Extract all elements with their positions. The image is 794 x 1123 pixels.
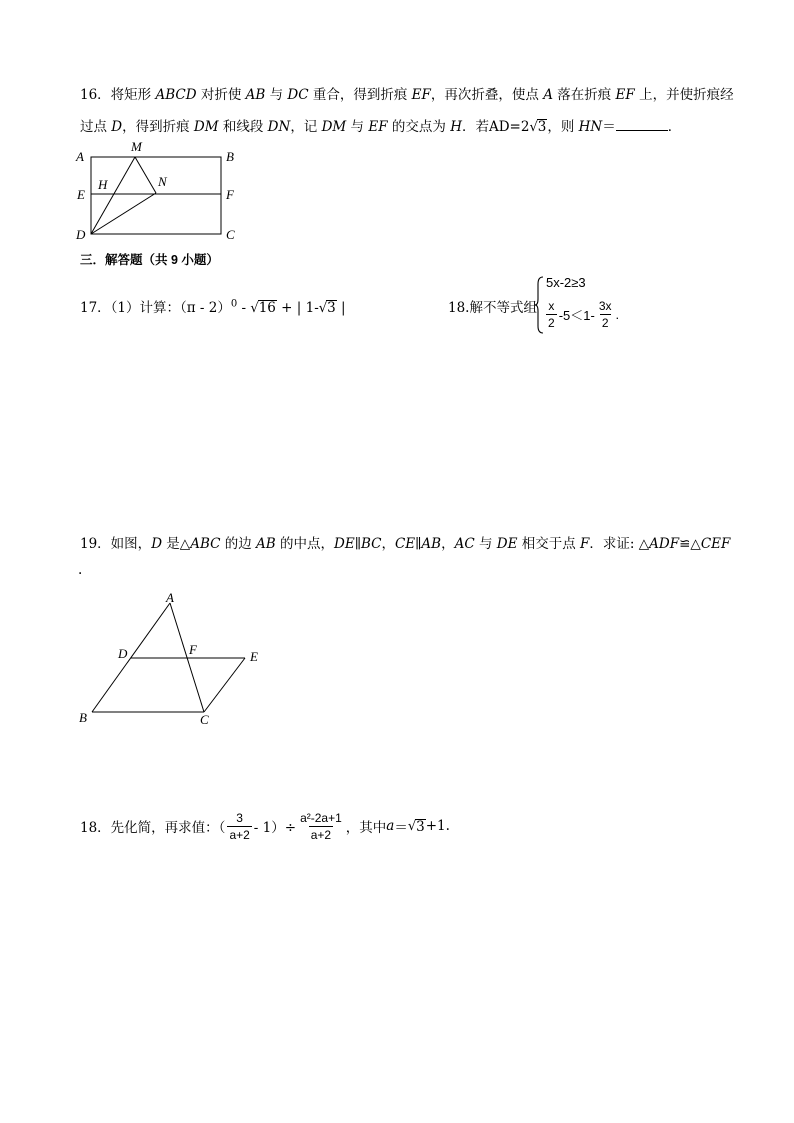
sqrt-sign: √ <box>250 301 259 316</box>
label-D: D <box>118 646 128 661</box>
label-F: F <box>226 187 234 202</box>
label-N: N <box>158 174 167 189</box>
rectangle-abcd <box>91 157 221 234</box>
q17: 17．（1）计算：（π - 2）$^0$ - √16 + | 1-√3 | <box>80 298 346 316</box>
q19-line2: . <box>78 562 83 578</box>
fraction: $\frac{3x}{2}$ <box>598 299 612 330</box>
label-C: C <box>200 712 209 727</box>
segment-dn <box>91 193 156 234</box>
sqrt-sign: √ <box>529 120 538 135</box>
q18-label: 18.解不等式组 <box>448 300 537 316</box>
q18-inequality <box>448 274 698 336</box>
inequality-1: 5x-2≥3 <box>546 275 586 290</box>
q18-simplify: 18．先化简，再求值：（ $\frac{3}{a+2}$ - 1）÷ $\frac{\text{a²-2a+1}}{a+2}$ ，其中 a ＝ √ 3 +1. <box>80 810 450 842</box>
label-B: B <box>226 149 234 164</box>
label-A: A <box>76 149 84 164</box>
brace <box>534 276 544 334</box>
answer-blank <box>616 118 668 131</box>
fraction: $\frac{\text{a²-2a+1}}{a+2}$ <box>300 810 342 842</box>
fraction: $\frac{x}{2}$ <box>548 299 555 330</box>
label-D: D <box>76 227 86 242</box>
q19-figure <box>70 588 270 728</box>
label-A: A <box>166 590 174 605</box>
segment-mn <box>135 157 156 193</box>
q16-line1: 16．将矩形 ABCD 对折使 AB 与 DC 重合，得到折痕 EF，再次折叠，使点 A 落在折痕 EF 上，并使折痕经 <box>80 87 734 103</box>
segment-ce <box>204 658 245 712</box>
label-H: H <box>98 177 108 192</box>
inequality-2: $\frac{x}{2}$ -5＜1- $\frac{3x}{2}$ . <box>548 299 620 330</box>
label-E: E <box>250 649 258 664</box>
q19-line1: 19．如图，D 是△ABC 的边 AB 的中点，DE∥BC，CE∥AB，AC 与 DE 相交于点 F．求证: △ADF≌△CEF <box>80 536 731 552</box>
label-C: C <box>226 227 235 242</box>
q16-figure <box>70 136 250 244</box>
crease-dm <box>91 157 135 234</box>
q16-line2: 过点 D，得到折痕 DM 和线段 DN，记 DM 与 EF 的交点为 H．若AD=2√3，则 HN＝ ． <box>80 119 682 135</box>
label-B: B <box>79 710 87 725</box>
label-F: F <box>189 642 197 657</box>
sqrt-sign: √ <box>318 301 328 316</box>
fraction: $\frac{3}{a+2}$ <box>229 810 250 842</box>
label-E: E <box>77 187 85 202</box>
sqrt-sign: √ <box>407 818 417 834</box>
section-title: 三．解答题（共 9 小题） <box>80 253 219 267</box>
label-M: M <box>131 139 142 154</box>
